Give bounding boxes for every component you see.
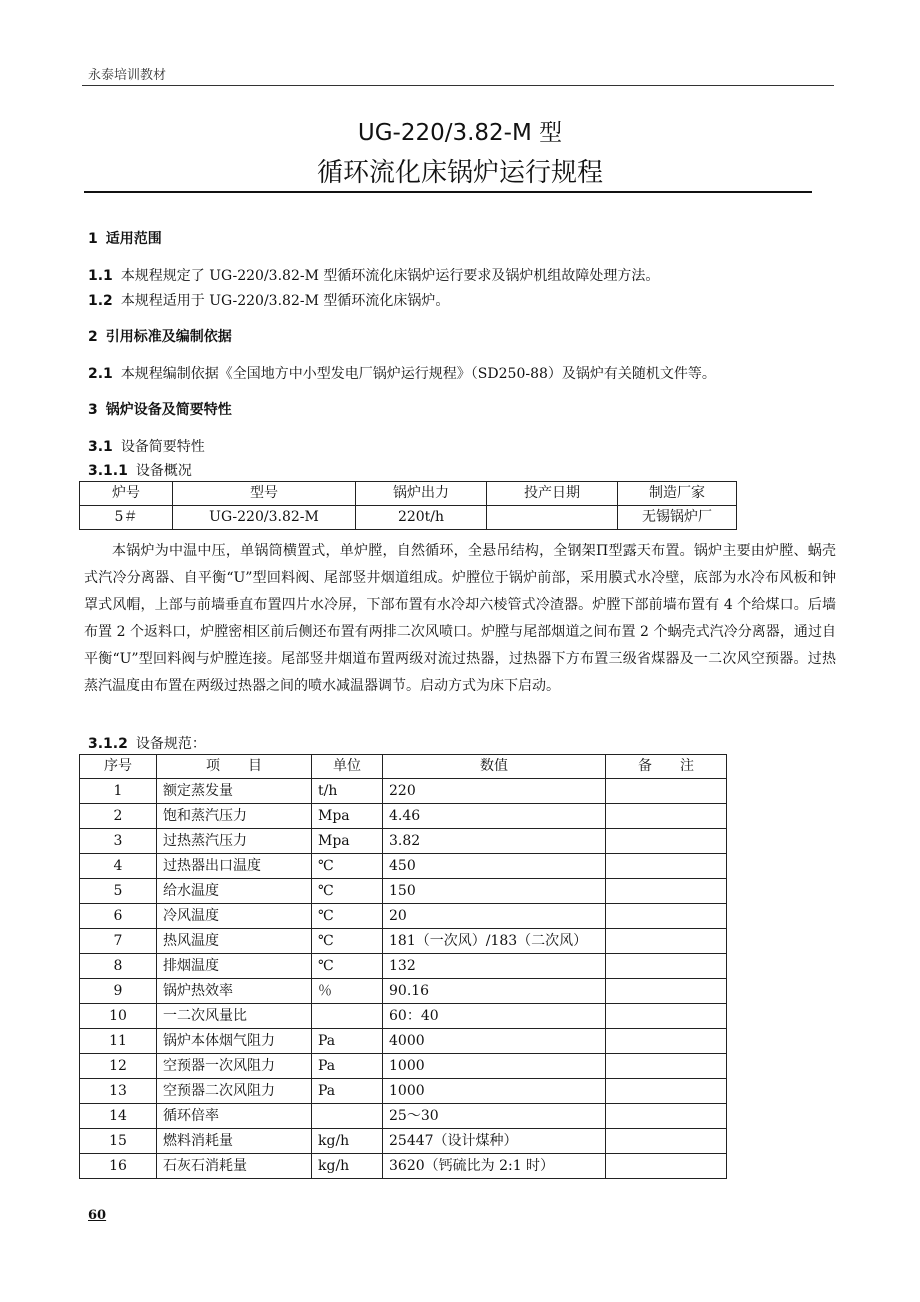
cell-value: 1000 [383, 1079, 606, 1104]
clause-3-1-1 [88, 460, 192, 480]
clause-number: 3.1 [88, 439, 113, 455]
cell-unit: Mpa [312, 804, 383, 829]
table-row [80, 979, 727, 1004]
clause-text: 设备简要特性 [120, 439, 205, 455]
table-row [80, 1079, 727, 1104]
cell-commission-date [487, 506, 618, 530]
cell-item: 循环倍率 [157, 1104, 312, 1129]
header-divider [82, 85, 834, 86]
table-row [80, 779, 727, 804]
section-2-heading [88, 326, 232, 346]
col-header-remark: 备 注 [606, 755, 727, 779]
cell-manufacturer: 无锡锅炉厂 [618, 506, 737, 530]
table-row [80, 506, 737, 530]
section-title: 适用范围 [105, 231, 162, 247]
col-header-commission-date: 投产日期 [487, 482, 618, 506]
cell-seq: 5 [80, 879, 157, 904]
table-row [80, 804, 727, 829]
cell-value: 3.82 [383, 829, 606, 854]
clause-1-2 [88, 290, 449, 310]
clause-number: 3.1.2 [88, 736, 128, 752]
clause-text: 设备规范： [135, 736, 206, 752]
cell-value: 25～30 [383, 1104, 606, 1129]
cell-item: 空预器一次风阻力 [157, 1054, 312, 1079]
table-row [80, 879, 727, 904]
cell-seq: 10 [80, 1004, 157, 1029]
cell-unit: ℃ [312, 929, 383, 954]
cell-seq: 8 [80, 954, 157, 979]
cell-item: 过热器出口温度 [157, 854, 312, 879]
cell-value: 90.16 [383, 979, 606, 1004]
table-row [80, 1054, 727, 1079]
cell-remark [606, 1079, 727, 1104]
cell-item: 石灰石消耗量 [157, 1154, 312, 1179]
furnace-overview-table [79, 481, 737, 530]
title-divider [84, 191, 812, 193]
doc-title-main: 循环流化床锅炉运行规程 [316, 158, 603, 188]
cell-seq: 2 [80, 804, 157, 829]
table-row [80, 829, 727, 854]
cell-unit: Pa [312, 1029, 383, 1054]
clause-number: 1.1 [88, 268, 113, 284]
doc-title-model: UG-220/3.82-M 型 [357, 120, 563, 146]
cell-unit: kg/h [312, 1154, 383, 1179]
section-1-heading [88, 228, 162, 248]
table-row [80, 1029, 727, 1054]
cell-seq: 13 [80, 1079, 157, 1104]
cell-seq: 12 [80, 1054, 157, 1079]
table-header-row [80, 482, 737, 506]
table-row [80, 929, 727, 954]
cell-unit: ℃ [312, 879, 383, 904]
cell-value: 20 [383, 904, 606, 929]
cell-remark [606, 979, 727, 1004]
cell-value: 3620（钙硫比为 2:1 时） [383, 1154, 606, 1179]
cell-unit [312, 1004, 383, 1029]
table-row [80, 904, 727, 929]
section-title: 引用标准及编制依据 [105, 329, 232, 345]
cell-unit [312, 1104, 383, 1129]
cell-remark [606, 904, 727, 929]
cell-seq: 7 [80, 929, 157, 954]
cell-unit: ℃ [312, 854, 383, 879]
col-header-item: 项 目 [157, 755, 312, 779]
cell-unit: ℃ [312, 954, 383, 979]
cell-unit: t/h [312, 779, 383, 804]
cell-unit: Pa [312, 1079, 383, 1104]
cell-unit: Mpa [312, 829, 383, 854]
cell-value: 60：40 [383, 1004, 606, 1029]
col-header-seq: 序号 [80, 755, 157, 779]
cell-furnace-no: 5＃ [80, 506, 173, 530]
cell-value: 150 [383, 879, 606, 904]
cell-item: 冷风温度 [157, 904, 312, 929]
cell-item: 锅炉本体烟气阻力 [157, 1029, 312, 1054]
cell-remark [606, 829, 727, 854]
cell-remark [606, 929, 727, 954]
cell-value: 132 [383, 954, 606, 979]
clause-2-1 [88, 363, 716, 383]
cell-value: 4000 [383, 1029, 606, 1054]
col-header-furnace-no: 炉号 [80, 482, 173, 506]
section-number: 3 [88, 402, 98, 418]
cell-remark [606, 1029, 727, 1054]
cell-unit: kg/h [312, 1129, 383, 1154]
cell-remark [606, 1004, 727, 1029]
cell-value: 1000 [383, 1054, 606, 1079]
cell-remark [606, 1104, 727, 1129]
running-header: 永泰培训教材 [88, 68, 167, 83]
table-row [80, 1154, 727, 1179]
clause-text: 本规程规定了 UG-220/3.82-M 型循环流化床锅炉运行要求及锅炉机组故障处理方法。 [120, 268, 660, 284]
table-row [80, 1129, 727, 1154]
table-row [80, 1104, 727, 1129]
section-number: 1 [88, 231, 98, 247]
clause-text: 设备概况 [135, 463, 192, 479]
table-header-row [80, 755, 727, 779]
equipment-spec-table [79, 754, 727, 1179]
col-header-model: 型号 [173, 482, 356, 506]
cell-seq: 14 [80, 1104, 157, 1129]
cell-item: 给水温度 [157, 879, 312, 904]
cell-value: 4.46 [383, 804, 606, 829]
cell-unit: ％ [312, 979, 383, 1004]
cell-item: 燃料消耗量 [157, 1129, 312, 1154]
table-row [80, 954, 727, 979]
cell-remark [606, 1054, 727, 1079]
table-row [80, 854, 727, 879]
col-header-unit: 单位 [312, 755, 383, 779]
col-header-manufacturer: 制造厂家 [618, 482, 737, 506]
cell-seq: 16 [80, 1154, 157, 1179]
page-number: 60 [88, 1208, 107, 1223]
cell-item: 排烟温度 [157, 954, 312, 979]
cell-remark [606, 1154, 727, 1179]
section-3-heading [88, 399, 232, 419]
cell-unit: Pa [312, 1054, 383, 1079]
cell-seq: 9 [80, 979, 157, 1004]
cell-seq: 11 [80, 1029, 157, 1054]
cell-seq: 4 [80, 854, 157, 879]
cell-value: 220 [383, 779, 606, 804]
cell-remark [606, 804, 727, 829]
cell-model: UG-220/3.82-M [173, 506, 356, 530]
cell-remark [606, 854, 727, 879]
cell-remark [606, 879, 727, 904]
cell-seq: 6 [80, 904, 157, 929]
cell-seq: 3 [80, 829, 157, 854]
clause-text: 本规程适用于 UG-220/3.82-M 型循环流化床锅炉。 [120, 293, 450, 309]
cell-item: 一二次风量比 [157, 1004, 312, 1029]
section-title: 锅炉设备及简要特性 [105, 402, 232, 418]
section-number: 2 [88, 329, 98, 345]
clause-3-1-2 [88, 733, 206, 753]
clause-3-1 [88, 436, 205, 456]
cell-item: 锅炉热效率 [157, 979, 312, 1004]
clause-number: 2.1 [88, 366, 113, 382]
cell-unit: ℃ [312, 904, 383, 929]
cell-item: 热风温度 [157, 929, 312, 954]
col-header-capacity: 锅炉出力 [356, 482, 487, 506]
clause-1-1 [88, 265, 659, 285]
cell-seq: 15 [80, 1129, 157, 1154]
cell-remark [606, 954, 727, 979]
cell-item: 饱和蒸汽压力 [157, 804, 312, 829]
cell-value: 181（一次风）/183（二次风） [383, 929, 606, 954]
col-header-value: 数值 [383, 755, 606, 779]
clause-text: 本规程编制依据《全国地方中小型发电厂锅炉运行规程》（SD250-88）及锅炉有关随机文件等。 [120, 366, 716, 382]
cell-remark [606, 779, 727, 804]
cell-capacity: 220t/h [356, 506, 487, 530]
cell-item: 额定蒸发量 [157, 779, 312, 804]
cell-item: 过热蒸汽压力 [157, 829, 312, 854]
clause-number: 1.2 [88, 293, 113, 309]
cell-seq: 1 [80, 779, 157, 804]
cell-value: 25447（设计煤种） [383, 1129, 606, 1154]
cell-remark [606, 1129, 727, 1154]
cell-value: 450 [383, 854, 606, 879]
table-row [80, 1004, 727, 1029]
cell-item: 空预器二次风阻力 [157, 1079, 312, 1104]
clause-number: 3.1.1 [88, 463, 128, 479]
boiler-description: 本锅炉为中温中压，单锅筒横置式，单炉膛，自然循环，全悬吊结构，全钢架Π型露天布置。锅炉主要由炉膛、蜗壳式汽冷分离器、自平衡“U”型回料阀、尾部竖井烟道组成。炉膛位于锅炉前部，采用膜式水冷壁，底部为水冷布风板和钟罩式风帽，上部与前墙垂直布置四片水冷屏，下部布置有水冷却六棱管式冷渣器。炉膛下部前墙布置有 4 个给煤口。后墙布置 2 个返料口，炉膛密相区前后侧还布置有两排二次风喷口。炉膛与尾部烟道之间布置 2 个蜗壳式汽冷分离器，通过自平衡“U”型回料阀与炉膛连接。尾部竖井烟道布置两级对流过热器，过热器下方布置三级省煤器及一二次风空预器。过热蒸汽温度由布置在两级过热器之间的喷水减温器调节。启动方式为床下启动。 [84, 543, 836, 694]
